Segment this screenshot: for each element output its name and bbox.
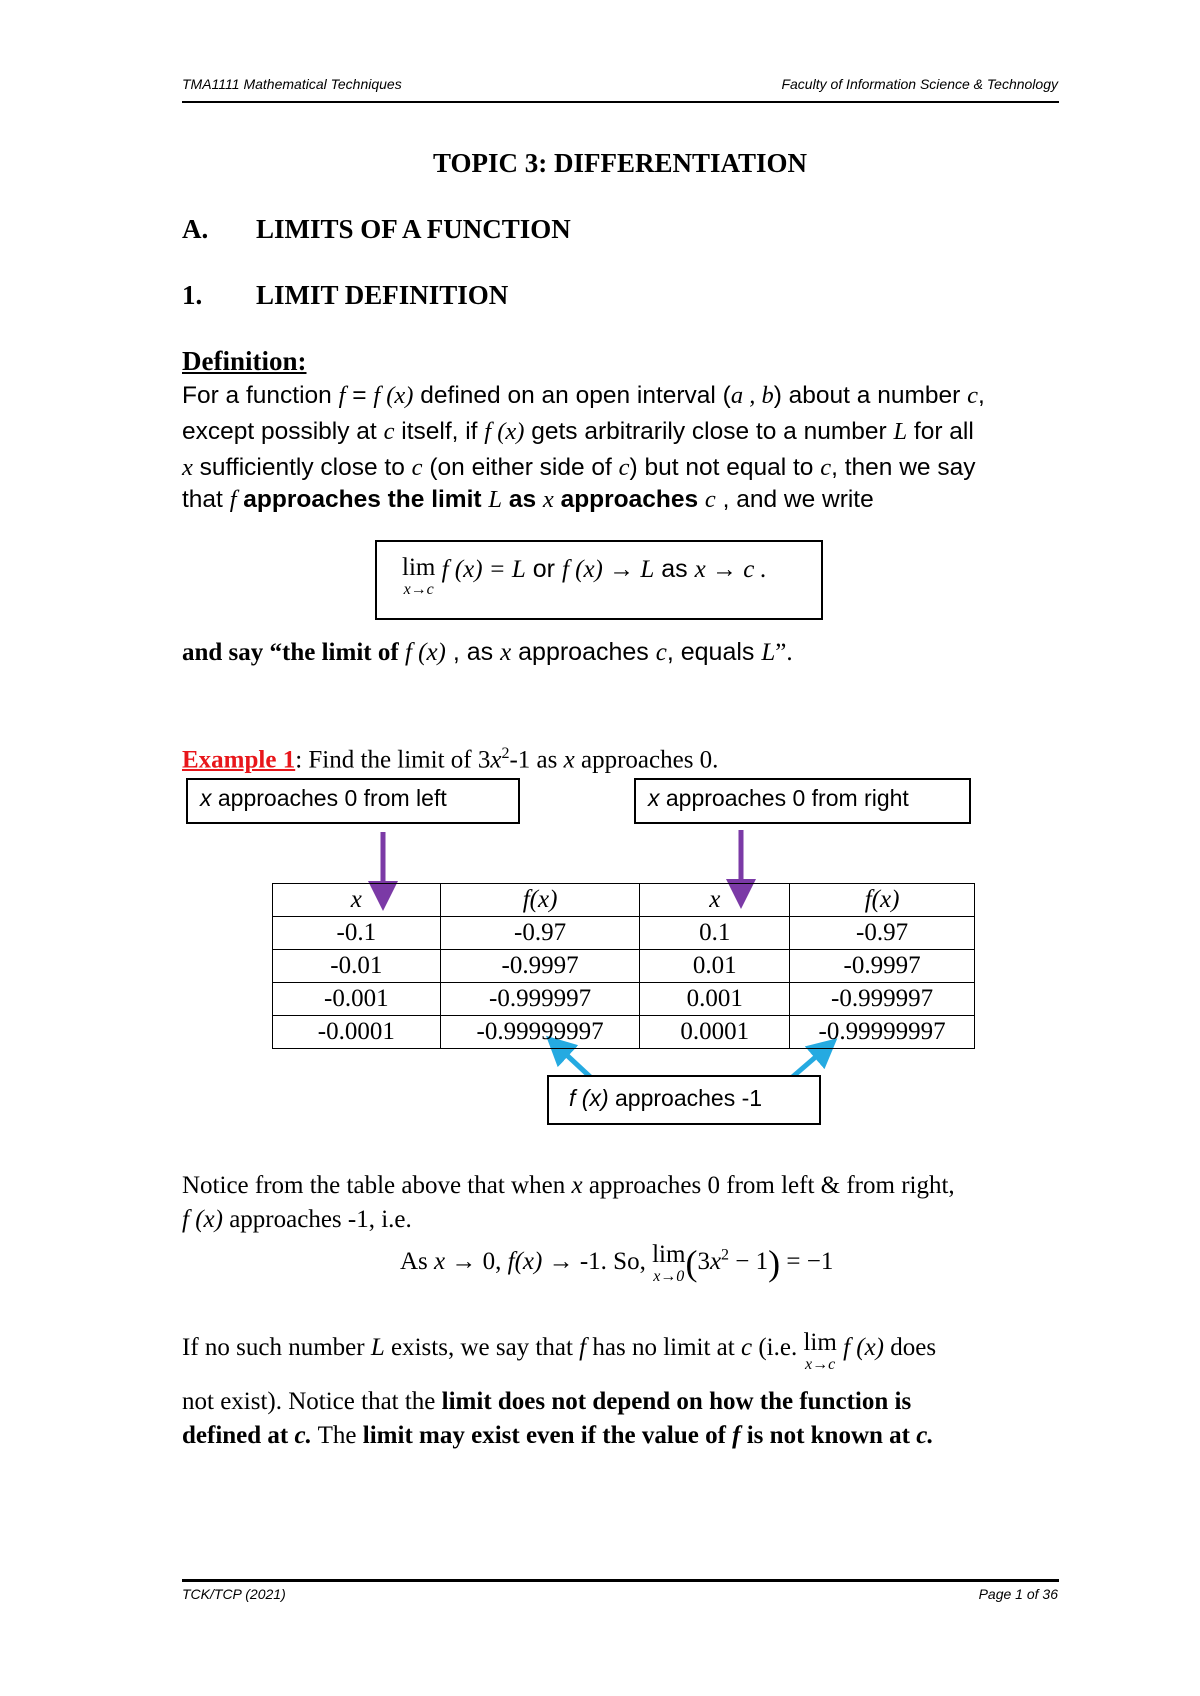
- table-cell: -0.9997: [790, 950, 975, 983]
- section-a-number: A.: [182, 214, 209, 244]
- table-header-cell: x: [640, 884, 790, 917]
- table-header-cell: f(x): [790, 884, 975, 917]
- section-1-number: 1.: [182, 280, 203, 310]
- definition-line-4: that f approaches the limit L as x approaches c , and we write: [182, 486, 874, 513]
- callout-approaches-minus-one: f (x) approaches -1: [547, 1075, 821, 1125]
- table-cell: -0.0001: [273, 1016, 441, 1049]
- notice-line-1: Notice from the table above that when x approaches 0 from left & from right,: [182, 1172, 955, 1199]
- table-header-row: [273, 884, 975, 917]
- callout-from-right: x approaches 0 from right: [634, 778, 971, 824]
- table-cell: -0.999997: [790, 983, 975, 1016]
- page-title: TOPIC 3: DIFFERENTIATION: [432, 148, 808, 178]
- header-left: TMA1111 Mathematical Techniques: [182, 76, 402, 92]
- notice-line-2: f (x) approaches -1, i.e.: [182, 1206, 412, 1233]
- limit-formula: As x → 0, f(x) → -1. So, lim x→0 $(3x^2 - 1) = -1$: [400, 1241, 834, 1285]
- lim-operator: lim x→0: [652, 1241, 686, 1285]
- table-cell: -0.01: [273, 950, 441, 983]
- table-cell: -0.9997: [440, 950, 640, 983]
- no-limit-line-1: If no such number L exists, we say that f has no limit at c (i.e. lim x→c f (x) does: [182, 1329, 937, 1373]
- lim-operator: lim x→c: [402, 554, 436, 598]
- limit-notation: lim x→c f (x) = L or f (x) → L as x → c .: [402, 554, 767, 598]
- no-limit-line-3: defined at c. The limit may exist even if the value of f is not known at c.: [182, 1422, 934, 1449]
- table-cell: -0.001: [273, 983, 441, 1016]
- table-row: [273, 917, 975, 950]
- table-cell: -0.99999997: [440, 1016, 640, 1049]
- footer-right: Page 1 of 36: [978, 1586, 1058, 1602]
- lim-operator: lim x→c: [803, 1329, 837, 1373]
- callout-from-left: x approaches 0 from left: [186, 778, 520, 824]
- definition-line-2: except possibly at c itself, if f (x) gets arbitrarily close to a number L for all: [182, 418, 974, 445]
- table-cell: -0.1: [273, 917, 441, 950]
- table-header-cell: f(x): [440, 884, 640, 917]
- say-line: and say “the limit of f (x) , as x approaches c, equals L”.: [182, 638, 793, 666]
- section-1-heading: LIMIT DEFINITION: [256, 280, 509, 310]
- table-header-cell: x: [273, 884, 441, 917]
- table-cell: 0.1: [640, 917, 790, 950]
- example-1: Example 1: Find the limit of $3x^2-1$ as x approaches 0.: [182, 745, 719, 774]
- section-a-heading: LIMITS OF A FUNCTION: [256, 214, 571, 244]
- definition-line-1: For a function f = f (x) defined on an open interval (a , b) about a number c,: [182, 382, 985, 409]
- table-cell: 0.001: [640, 983, 790, 1016]
- definition-label: Definition:: [182, 346, 307, 376]
- table-row: [273, 1016, 975, 1049]
- footer-left: TCK/TCP (2021): [182, 1586, 286, 1602]
- definition-line-3: x sufficiently close to c (on either side of c) but not equal to c, then we say: [182, 454, 976, 481]
- header-right: Faculty of Information Science & Technology: [781, 76, 1058, 92]
- footer-rule: [182, 1579, 1059, 1582]
- table-row: [273, 983, 975, 1016]
- values-table: [272, 883, 975, 1049]
- table-cell: -0.97: [790, 917, 975, 950]
- table-row: [273, 950, 975, 983]
- table-cell: 0.0001: [640, 1016, 790, 1049]
- example-1-label: Example 1: [182, 746, 296, 774]
- table-cell: -0.97: [440, 917, 640, 950]
- table-cell: -0.99999997: [790, 1016, 975, 1049]
- table-cell: -0.999997: [440, 983, 640, 1016]
- table-cell: 0.01: [640, 950, 790, 983]
- no-limit-line-2: not exist). Notice that the limit does not depend on how the function is: [182, 1388, 912, 1415]
